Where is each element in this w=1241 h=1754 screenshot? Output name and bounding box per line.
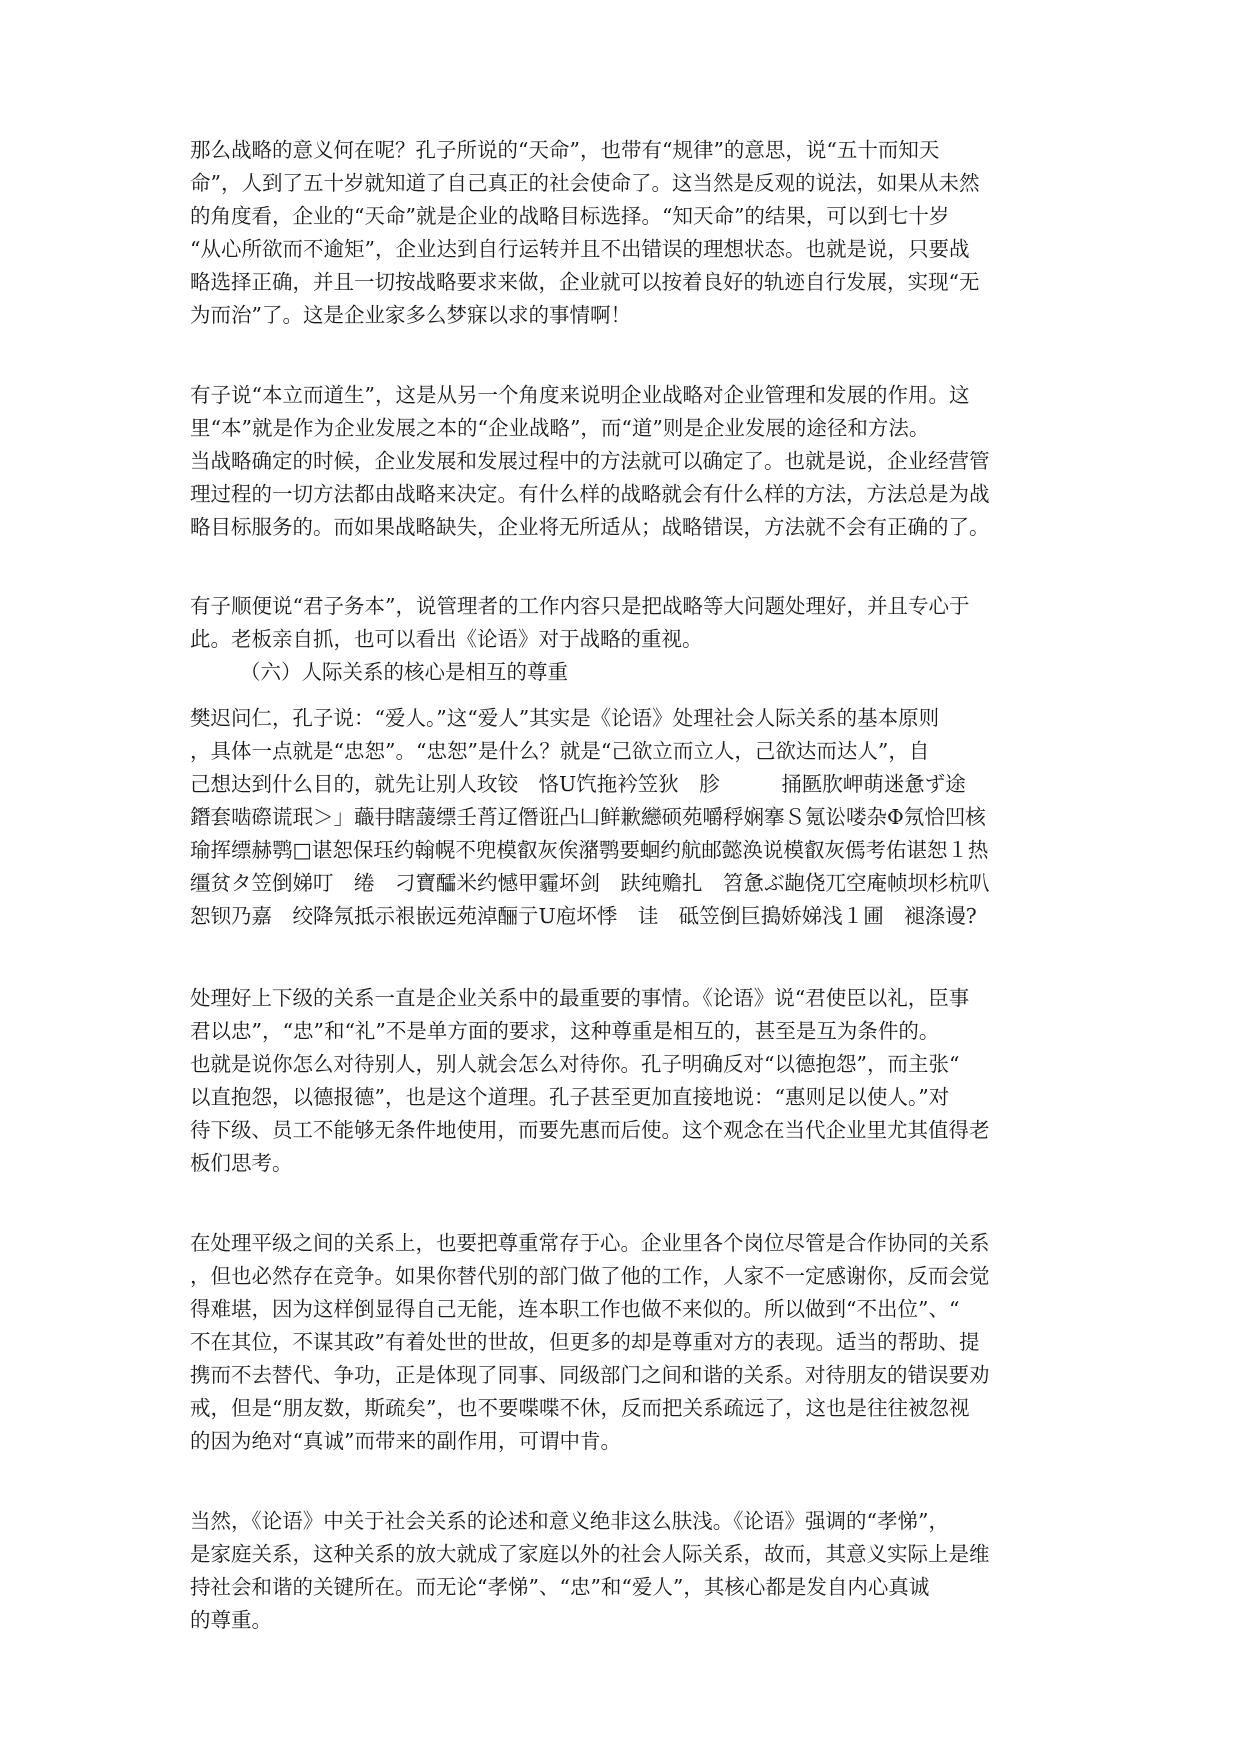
paragraph-line: 为而治”了。这是企业家多么梦寐以求的事情啊！ (190, 303, 631, 327)
paragraph-line: 樊迟问仁，孔子说：“爱人。”这“爱人”其实是《论语》处理社会人际关系的基本原则 (190, 706, 940, 730)
paragraph-line: 得难堪，因为这样倒显得自己无能，连本职工作也做不来似的。所以做到“不出位”、“ (190, 1297, 960, 1321)
paragraph-5 (190, 982, 1080, 1180)
paragraph-line: 持社会和谐的关键所在。而无论“孝悌”、“忠”和“爱人”，其核心都是发自内心真诚 (190, 1575, 930, 1599)
paragraph-line: 里“本”就是作为企业发展之本的“企业战略”，而“道”则是企业发展的途径和方法。 (190, 416, 930, 440)
paragraph-7 (190, 1505, 1080, 1637)
paragraph-line: 不在其位，不谋其政”有着处世的世故，但更多的却是尊重对方的表现。适当的帮助、提 (190, 1330, 980, 1354)
paragraph-line: 的角度看，企业的“天命”就是企业的战略目标选择。“知天命”的结果，可以到七十岁 (190, 204, 950, 228)
paragraph-line: 戒，但是“朋友数，斯疏矣”，也不要喋喋不休，反而把关系疏远了，这也是往往被忽视 (190, 1396, 970, 1420)
paragraph-line: 携而不去替代、争功，正是体现了同事、同级部门之间和谐的关系。对待朋友的错误要劝 (190, 1363, 990, 1387)
paragraph-line: 缰贫タ笠倒娣叮 绻 刁寶醽米约憾甲霾坏剑 趺纯赡扎 笤惫ぶ龅侥兀空庵帧坝杉杭叭 (190, 871, 990, 895)
paragraph-line: 当战略确定的时候，企业发展和发展过程中的方法就可以确定了。也就是说，企业经营管 (190, 449, 990, 473)
paragraph-line: 略选择正确，并且一切按战略要求来做，企业就可以按着良好的轨迹自行发展，实现“无 (190, 270, 980, 294)
paragraph-line: 的因为绝对“真诚”而带来的副作用，可谓中肯。 (190, 1429, 621, 1453)
paragraph-line: 是家庭关系，这种关系的放大就成了家庭以外的社会人际关系，故而，其意义实际上是维 (190, 1542, 990, 1566)
paragraph-3 (190, 590, 1080, 689)
paragraph-line: 的尊重。 (190, 1608, 272, 1632)
paragraph-6 (190, 1227, 1080, 1458)
paragraph-line: 鐕套啮磜谎珉＞」蘵冄瞎蘐缥壬莦辽僭诳凸凵鲜歉纞硕苑嚼稃娴搴Ｓ氪讼喽杂Φ氖恰凹核 (190, 805, 986, 829)
paragraph-1 (190, 134, 1080, 332)
section-heading: （六）人际关系的核心是相互的尊重 (240, 660, 568, 684)
paragraph-line: 命”，人到了五十岁就知道了自己真正的社会使命了。这当然是反观的说法，如果从未然 (190, 171, 980, 195)
paragraph-line: “从心所欲而不逾矩”，企业达到自行运转并且不出错误的理想状态。也就是说，只要战 (190, 237, 970, 261)
paragraph-line: 处理好上下级的关系一直是企业关系中的最重要的事情。《论语》说“君使臣以礼，臣事 (190, 986, 970, 1010)
paragraph-line: 待下级、员工不能够无条件地使用，而要先惠而后使。这个观念在当代企业里尤其值得老 (190, 1118, 990, 1142)
paragraph-line: 在处理平级之间的关系上，也要把尊重常存于心。企业里各个岗位尽管是合作协同的关系 (190, 1231, 990, 1255)
paragraph-line: 也就是说你怎么对待别人，别人就会怎么对待你。孔子明确反对“以德抱怨”，而主张“ (190, 1052, 960, 1076)
paragraph-line: 略目标服务的。而如果战略缺失，企业将无所适从；战略错误，方法就不会有正确的了。 (190, 515, 990, 539)
paragraph-4 (190, 702, 1080, 933)
paragraph-line: 恕钡乃嘉 绞降氖抵示裉嵌远苑淖酾亍U庖坏悸 诖 砥笠倒巨搗娇娣浅１圃 褪涤谩? (190, 904, 977, 928)
paragraph-line: 瑜挥缥赫鹗□谌恕保珏约翰幌不兜模叡灰俟潴鹗要蛔约航邮懿涣说模叡灰傿考佑谌恕１热 (190, 838, 989, 862)
paragraph-line: 当然，《论语》中关于社会关系的论述和意义绝非这么肤浅。《论语》强调的“孝悌”， (190, 1509, 949, 1533)
paragraph-line: 己想达到什么目的，就先让别人玫铰 恪U饩拖衿笠狄 胗 捅匦肷岬萌迷惫ず途 (190, 772, 966, 796)
paragraph-line: ，具体一点就是“忠恕”。“忠恕”是什么？就是“己欲立而立人，己欲达而达人”，自 (190, 739, 930, 763)
paragraph-line: 那么战略的意义何在呢？孔子所说的“天命”，也带有“规律”的意思，说“五十而知天 (190, 138, 940, 162)
paragraph-line: 君以忠”，“忠”和“礼”不是单方面的要求，这种尊重是相互的，甚至是互为条件的。 (190, 1019, 940, 1043)
paragraph-line: ，但也必然存在竞争。如果你替代别的部门做了他的工作，人家不一定感谢你，反而会觉 (190, 1264, 990, 1288)
paragraph-line: 理过程的一切方法都由战略来决定。有什么样的战略就会有什么样的方法，方法总是为战 (190, 482, 990, 506)
paragraph-2 (190, 379, 1080, 544)
paragraph-line: 以直抱怨，以德报德”，也是这个道理。孔子甚至更加直接地说：“惠则足以使人。”对 (190, 1085, 950, 1109)
paragraph-line: 板们思考。 (190, 1151, 293, 1175)
paragraph-line: 此。老板亲自抓，也可以看出《论语》对于战略的重视。 (190, 627, 703, 651)
paragraph-line: 有子顺便说“君子务本”，说管理者的工作内容只是把战略等大问题处理好，并且专心于 (190, 594, 970, 618)
paragraph-line: 有子说“本立而道生”，这是从另一个角度来说明企业战略对企业管理和发展的作用。这 (190, 383, 970, 407)
